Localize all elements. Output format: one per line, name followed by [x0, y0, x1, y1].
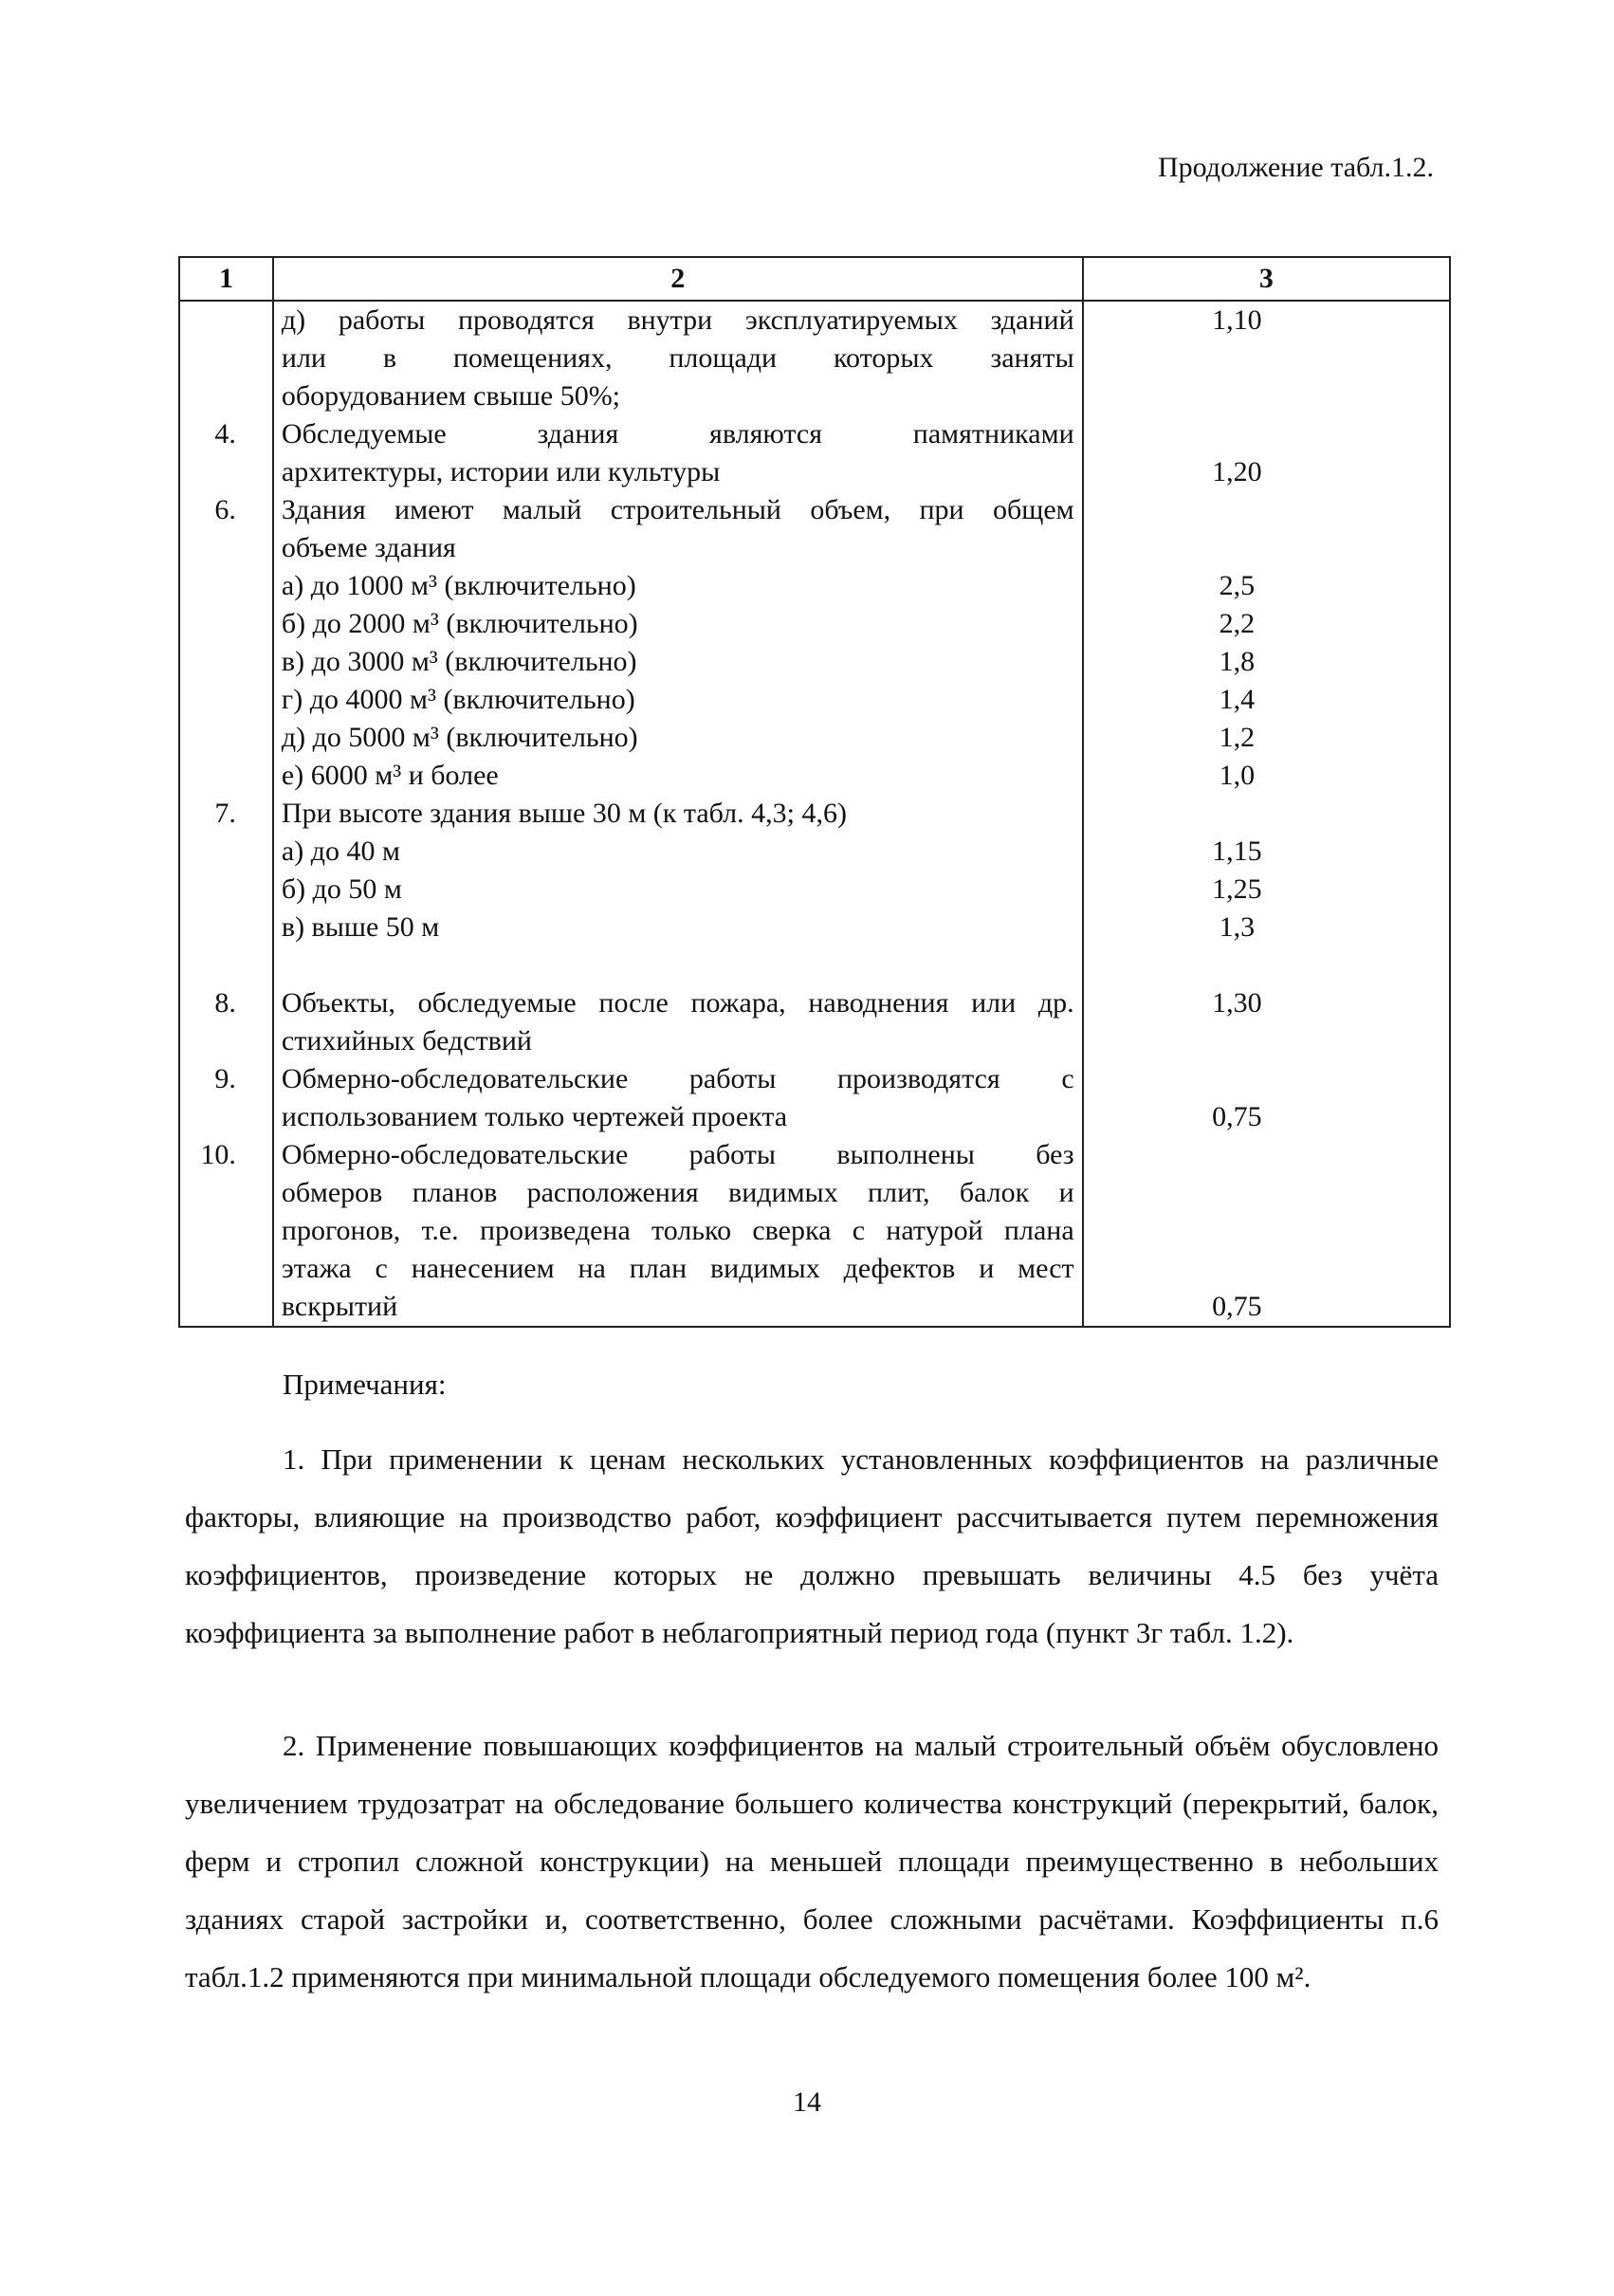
row-coefficient — [1083, 909, 1450, 946]
row-number — [179, 833, 273, 871]
row-number: 4. — [179, 415, 273, 491]
description-line: вскрытий — [281, 1291, 398, 1322]
row-coefficient — [1083, 1136, 1450, 1327]
page-number: 14 — [793, 2086, 821, 2118]
coefficient-value — [1091, 529, 1383, 567]
table-row — [179, 1060, 1450, 1136]
row-description — [273, 491, 1083, 567]
table-row — [179, 833, 1450, 871]
row-description — [273, 681, 1083, 719]
coefficient-value: 1,25 — [1212, 873, 1262, 905]
coefficient-value — [1091, 946, 1383, 984]
coefficient-value: 1,30 — [1212, 987, 1262, 1019]
description-line: Обследуемые здания являются памятниками — [281, 418, 1074, 450]
row-description — [273, 984, 1083, 1060]
description-line: г) до 4000 м³ (включительно) — [281, 684, 635, 715]
row-coefficient — [1083, 643, 1450, 681]
coefficient-value — [1091, 340, 1383, 377]
coefficient-value: 1,8 — [1219, 646, 1256, 677]
coefficient-value — [1091, 1136, 1383, 1174]
row-coefficient — [1083, 567, 1450, 605]
coefficient-value — [1091, 377, 1383, 415]
row-description — [273, 415, 1083, 491]
notes-title: Примечания: — [283, 1368, 447, 1401]
row-coefficient — [1083, 795, 1450, 833]
row-coefficient — [1083, 605, 1450, 643]
row-coefficient — [1083, 681, 1450, 719]
row-description — [273, 757, 1083, 795]
row-coefficient — [1083, 757, 1450, 795]
row-description — [273, 1060, 1083, 1136]
description-line: а) до 1000 м³ (включительно) — [281, 570, 636, 601]
table-row — [179, 984, 1450, 1060]
description-line: в) выше 50 м — [281, 911, 440, 943]
row-description — [273, 605, 1083, 643]
row-description — [273, 719, 1083, 757]
description-line: обмеров планов расположения видимых плит, балок и — [281, 1177, 1074, 1208]
coefficients-table — [178, 256, 1451, 1328]
row-coefficient — [1083, 946, 1450, 984]
row-number — [179, 605, 273, 643]
description-line: Обмерно-обследовательские работы выполнены без — [281, 1139, 1074, 1170]
description-line: архитектуры, истории или культуры — [281, 456, 721, 487]
row-number — [179, 719, 273, 757]
coefficient-value: 1,3 — [1219, 911, 1256, 943]
coefficient-value — [1091, 795, 1383, 833]
row-description — [273, 301, 1083, 415]
description-line: прогонов, т.е. произведена только сверка с натурой плана — [281, 1215, 1074, 1246]
row-number: 8. — [179, 984, 273, 1060]
description-line: использованием только чертежей проекта — [281, 1101, 788, 1132]
table-row — [179, 1136, 1450, 1327]
table-row — [179, 567, 1450, 605]
coefficient-value: 0,75 — [1212, 1291, 1262, 1322]
description-line: или в помещениях, площади которых заняты — [281, 342, 1074, 374]
row-number — [179, 301, 273, 415]
coefficient-value — [1091, 415, 1383, 453]
description-line: д) до 5000 м³ (включительно) — [281, 722, 638, 753]
row-number — [179, 643, 273, 681]
column-header-3: 3 — [1083, 257, 1450, 301]
note-1: 1. При применении к ценам нескольких установленных коэффициентов на различные факторы, влияющие на производство работ, коэффициент рассчитывается путем перемножения коэффициентов, произведение которых не должно превышать величины 4.5 без учёта коэффициента за выполнение работ в неблагоприятный период года (пункт 3г табл. 1.2). — [185, 1442, 1439, 1649]
description-line: б) до 2000 м³ (включительно) — [281, 608, 638, 639]
row-coefficient — [1083, 1060, 1450, 1136]
table-row — [179, 301, 1450, 415]
table-body — [179, 301, 1450, 1327]
row-description — [273, 833, 1083, 871]
coefficient-value — [1091, 1250, 1383, 1288]
table-row — [179, 681, 1450, 719]
column-header-1: 1 — [179, 257, 273, 301]
description-line: в) до 3000 м³ (включительно) — [281, 646, 637, 677]
row-description — [273, 643, 1083, 681]
table-row — [179, 909, 1450, 946]
row-number — [179, 681, 273, 719]
coefficient-value: 1,2 — [1219, 722, 1256, 753]
coefficient-value: 1,4 — [1219, 684, 1256, 715]
table-row — [179, 719, 1450, 757]
description-line — [282, 946, 1074, 984]
row-description — [273, 946, 1083, 984]
coefficient-value: 1,0 — [1219, 760, 1256, 791]
description-line: Здания имеют малый строительный объем, при общем — [281, 494, 1074, 525]
row-coefficient — [1083, 984, 1450, 1060]
table-header-row — [179, 257, 1450, 301]
table-row — [179, 871, 1450, 909]
row-number — [179, 567, 273, 605]
row-description — [273, 567, 1083, 605]
description-line: этажа с нанесением на план видимых дефектов и мест — [281, 1253, 1074, 1284]
description-line: При высоте здания выше 30 м (к табл. 4,3; 4,6) — [281, 798, 847, 829]
row-description — [273, 909, 1083, 946]
description-line: объеме здания — [281, 532, 456, 563]
row-coefficient — [1083, 301, 1450, 415]
table-continuation-caption: Продолжение табл.1.2. — [1158, 152, 1434, 183]
row-description — [273, 1136, 1083, 1327]
description-line: б) до 50 м — [281, 873, 402, 905]
row-number: 10. — [179, 1136, 273, 1327]
coefficient-value: 2,5 — [1219, 570, 1256, 601]
table-row — [179, 795, 1450, 833]
description-line: Объекты, обследуемые после пожара, наводнения или др. — [281, 987, 1074, 1019]
row-number — [179, 871, 273, 909]
coefficient-value — [1091, 491, 1383, 529]
row-number: 7. — [179, 795, 273, 833]
coefficient-value: 1,15 — [1212, 836, 1262, 867]
description-line: а) до 40 м — [281, 836, 400, 867]
row-number — [179, 946, 273, 984]
row-coefficient — [1083, 491, 1450, 567]
row-coefficient — [1083, 719, 1450, 757]
table-row — [179, 643, 1450, 681]
description-line: Обмерно-обследовательские работы производятся с — [281, 1063, 1074, 1094]
table-row — [179, 415, 1450, 491]
row-coefficient — [1083, 833, 1450, 871]
description-line: оборудованием свыше 50%; — [281, 380, 621, 412]
row-coefficient — [1083, 871, 1450, 909]
coefficient-value: 2,2 — [1219, 608, 1256, 639]
coefficient-value: 1,10 — [1212, 304, 1262, 336]
row-number — [179, 757, 273, 795]
description-line: д) работы проводятся внутри эксплуатируемых зданий — [281, 304, 1074, 336]
row-coefficient — [1083, 415, 1450, 491]
coefficient-value — [1091, 1060, 1383, 1098]
coefficient-value: 0,75 — [1212, 1101, 1262, 1132]
row-number — [179, 909, 273, 946]
row-description — [273, 795, 1083, 833]
coefficient-value — [1091, 1022, 1383, 1060]
note-2: 2. Применение повышающих коэффициентов на малый строительный объём обусловлено увеличением трудозатрат на обследование большего количества конструкций (перекрытий, балок, ферм и стропил сложной конструкции) на меньшей площади преимущественно в небольших зданиях старой застройки и, соответственно, более сложными расчётами. Коэффициенты п.6 табл.1.2 применяются при минимальной площади обследуемого помещения более 100 м². — [185, 1729, 1439, 1993]
coefficient-value: 1,20 — [1212, 456, 1262, 487]
row-number: 9. — [179, 1060, 273, 1136]
coefficient-value — [1091, 1174, 1383, 1212]
row-number: 6. — [179, 491, 273, 567]
table-row — [179, 491, 1450, 567]
column-header-2: 2 — [273, 257, 1083, 301]
table-row — [179, 946, 1450, 984]
row-description — [273, 871, 1083, 909]
description-line: е) 6000 м³ и более — [281, 760, 499, 791]
description-line: стихийных бедствий — [281, 1025, 532, 1056]
coefficient-value — [1091, 1212, 1383, 1250]
table-row — [179, 605, 1450, 643]
table-row — [179, 757, 1450, 795]
